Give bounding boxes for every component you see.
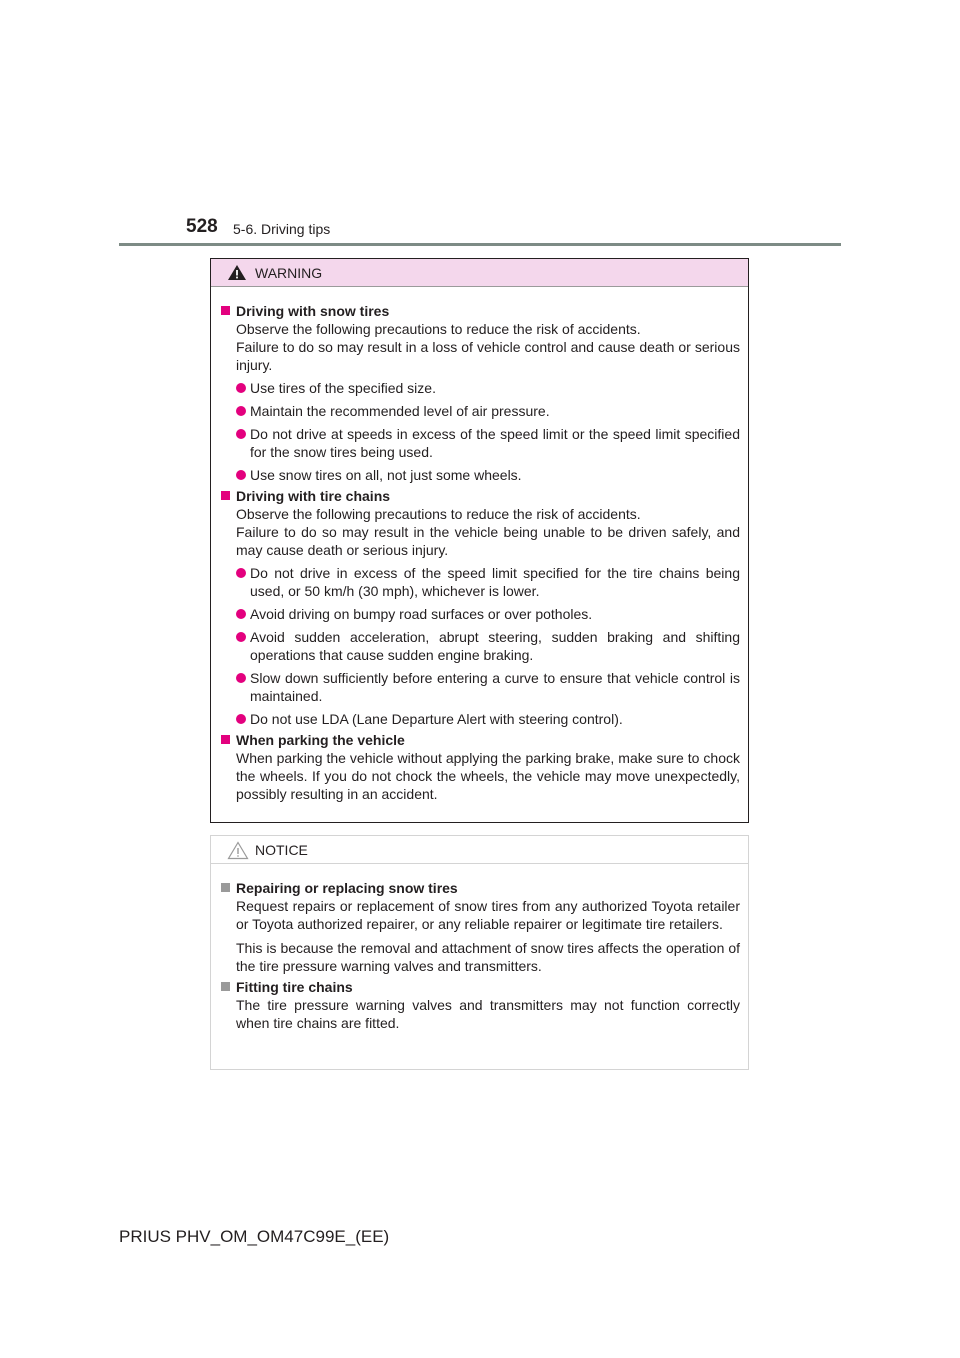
dot-bullet-icon [236, 383, 246, 393]
page-number: 528 [186, 216, 218, 237]
warning-section-tire-chains [219, 487, 740, 728]
section-heading: Driving with snow tires [219, 302, 740, 320]
bullet-item: Do not drive in excess of the speed limit specified for the tire chains being used, or 50 km/h (30 mph), whichever is lower. [219, 564, 740, 600]
bullet-item: Do not use LDA (Lane Departure Alert with steering control). [219, 710, 740, 728]
dot-bullet-icon [236, 568, 246, 578]
bullet-item: Do not drive at speeds in excess of the speed limit or the speed limit specified for the snow tires being used. [219, 425, 740, 461]
dot-bullet-icon [236, 406, 246, 416]
paragraph: Failure to do so may result in a loss of vehicle control and cause death or serious injury. [236, 339, 740, 373]
paragraph: Observe the following precautions to reduce the risk of accidents. [236, 321, 641, 337]
notice-section-tire-chains [219, 978, 740, 1032]
notice-title: NOTICE [255, 842, 308, 858]
bullet-item: Slow down sufficiently before entering a curve to ensure that vehicle control is maintained. [219, 669, 740, 705]
square-bullet-icon [221, 883, 230, 892]
warning-icon [227, 264, 247, 281]
section-heading: Fitting tire chains [219, 978, 740, 996]
bullet-item: Maintain the recommended level of air pressure. [219, 402, 740, 420]
header-divider [119, 243, 841, 246]
document-code: PRIUS PHV_OM_OM47C99E_(EE) [119, 1227, 390, 1246]
dot-bullet-icon [236, 714, 246, 724]
warning-header [211, 259, 748, 287]
square-bullet-icon [221, 735, 230, 744]
bullet-item: Use tires of the specified size. [219, 379, 740, 397]
dot-bullet-icon [236, 429, 246, 439]
warning-title: WARNING [255, 265, 323, 281]
section-heading: Repairing or replacing snow tires [219, 879, 740, 897]
dot-bullet-icon [236, 470, 246, 480]
paragraph: Request repairs or replacement of snow tires from any authorized Toyota retailer or Toyota authorized repairer, or any reliable repairer or legitimate tire retailers. [236, 898, 740, 932]
dot-bullet-icon [236, 609, 246, 619]
notice-section-repairing [219, 879, 740, 975]
notice-box [210, 835, 749, 1070]
bullet-item: Avoid sudden acceleration, abrupt steering, sudden braking and shifting operations that cause sudden engine braking. [219, 628, 740, 664]
dot-bullet-icon [236, 632, 246, 642]
bullet-item: Use snow tires on all, not just some wheels. [219, 466, 740, 484]
paragraph: Failure to do so may result in the vehicle being unable to be driven safely, and may cause death or serious injury. [236, 524, 740, 558]
paragraph: When parking the vehicle without applying the parking brake, make sure to chock the wheels. If you do not chock the wheels, the vehicle may move unexpectedly, possibly resulting in an accident. [236, 750, 740, 802]
square-bullet-icon [221, 982, 230, 991]
paragraph: Observe the following precautions to reduce the risk of accidents. [236, 506, 641, 522]
section-heading: When parking the vehicle [219, 731, 740, 749]
square-bullet-icon [221, 306, 230, 315]
warning-section-parking [219, 731, 740, 803]
section-label: 5-6. Driving tips [233, 221, 331, 237]
notice-header [211, 836, 748, 864]
section-heading: Driving with tire chains [219, 487, 740, 505]
paragraph: The tire pressure warning valves and transmitters may not function correctly when tire chains are fitted. [236, 997, 740, 1031]
warning-box [210, 258, 749, 823]
paragraph: This is because the removal and attachment of snow tires affects the operation of the tire pressure warning valves and transmitters. [236, 940, 740, 974]
dot-bullet-icon [236, 673, 246, 683]
bullet-item: Avoid driving on bumpy road surfaces or over potholes. [219, 605, 740, 623]
warning-section-snow-tires [219, 302, 740, 484]
square-bullet-icon [221, 491, 230, 500]
caution-icon [227, 841, 249, 860]
